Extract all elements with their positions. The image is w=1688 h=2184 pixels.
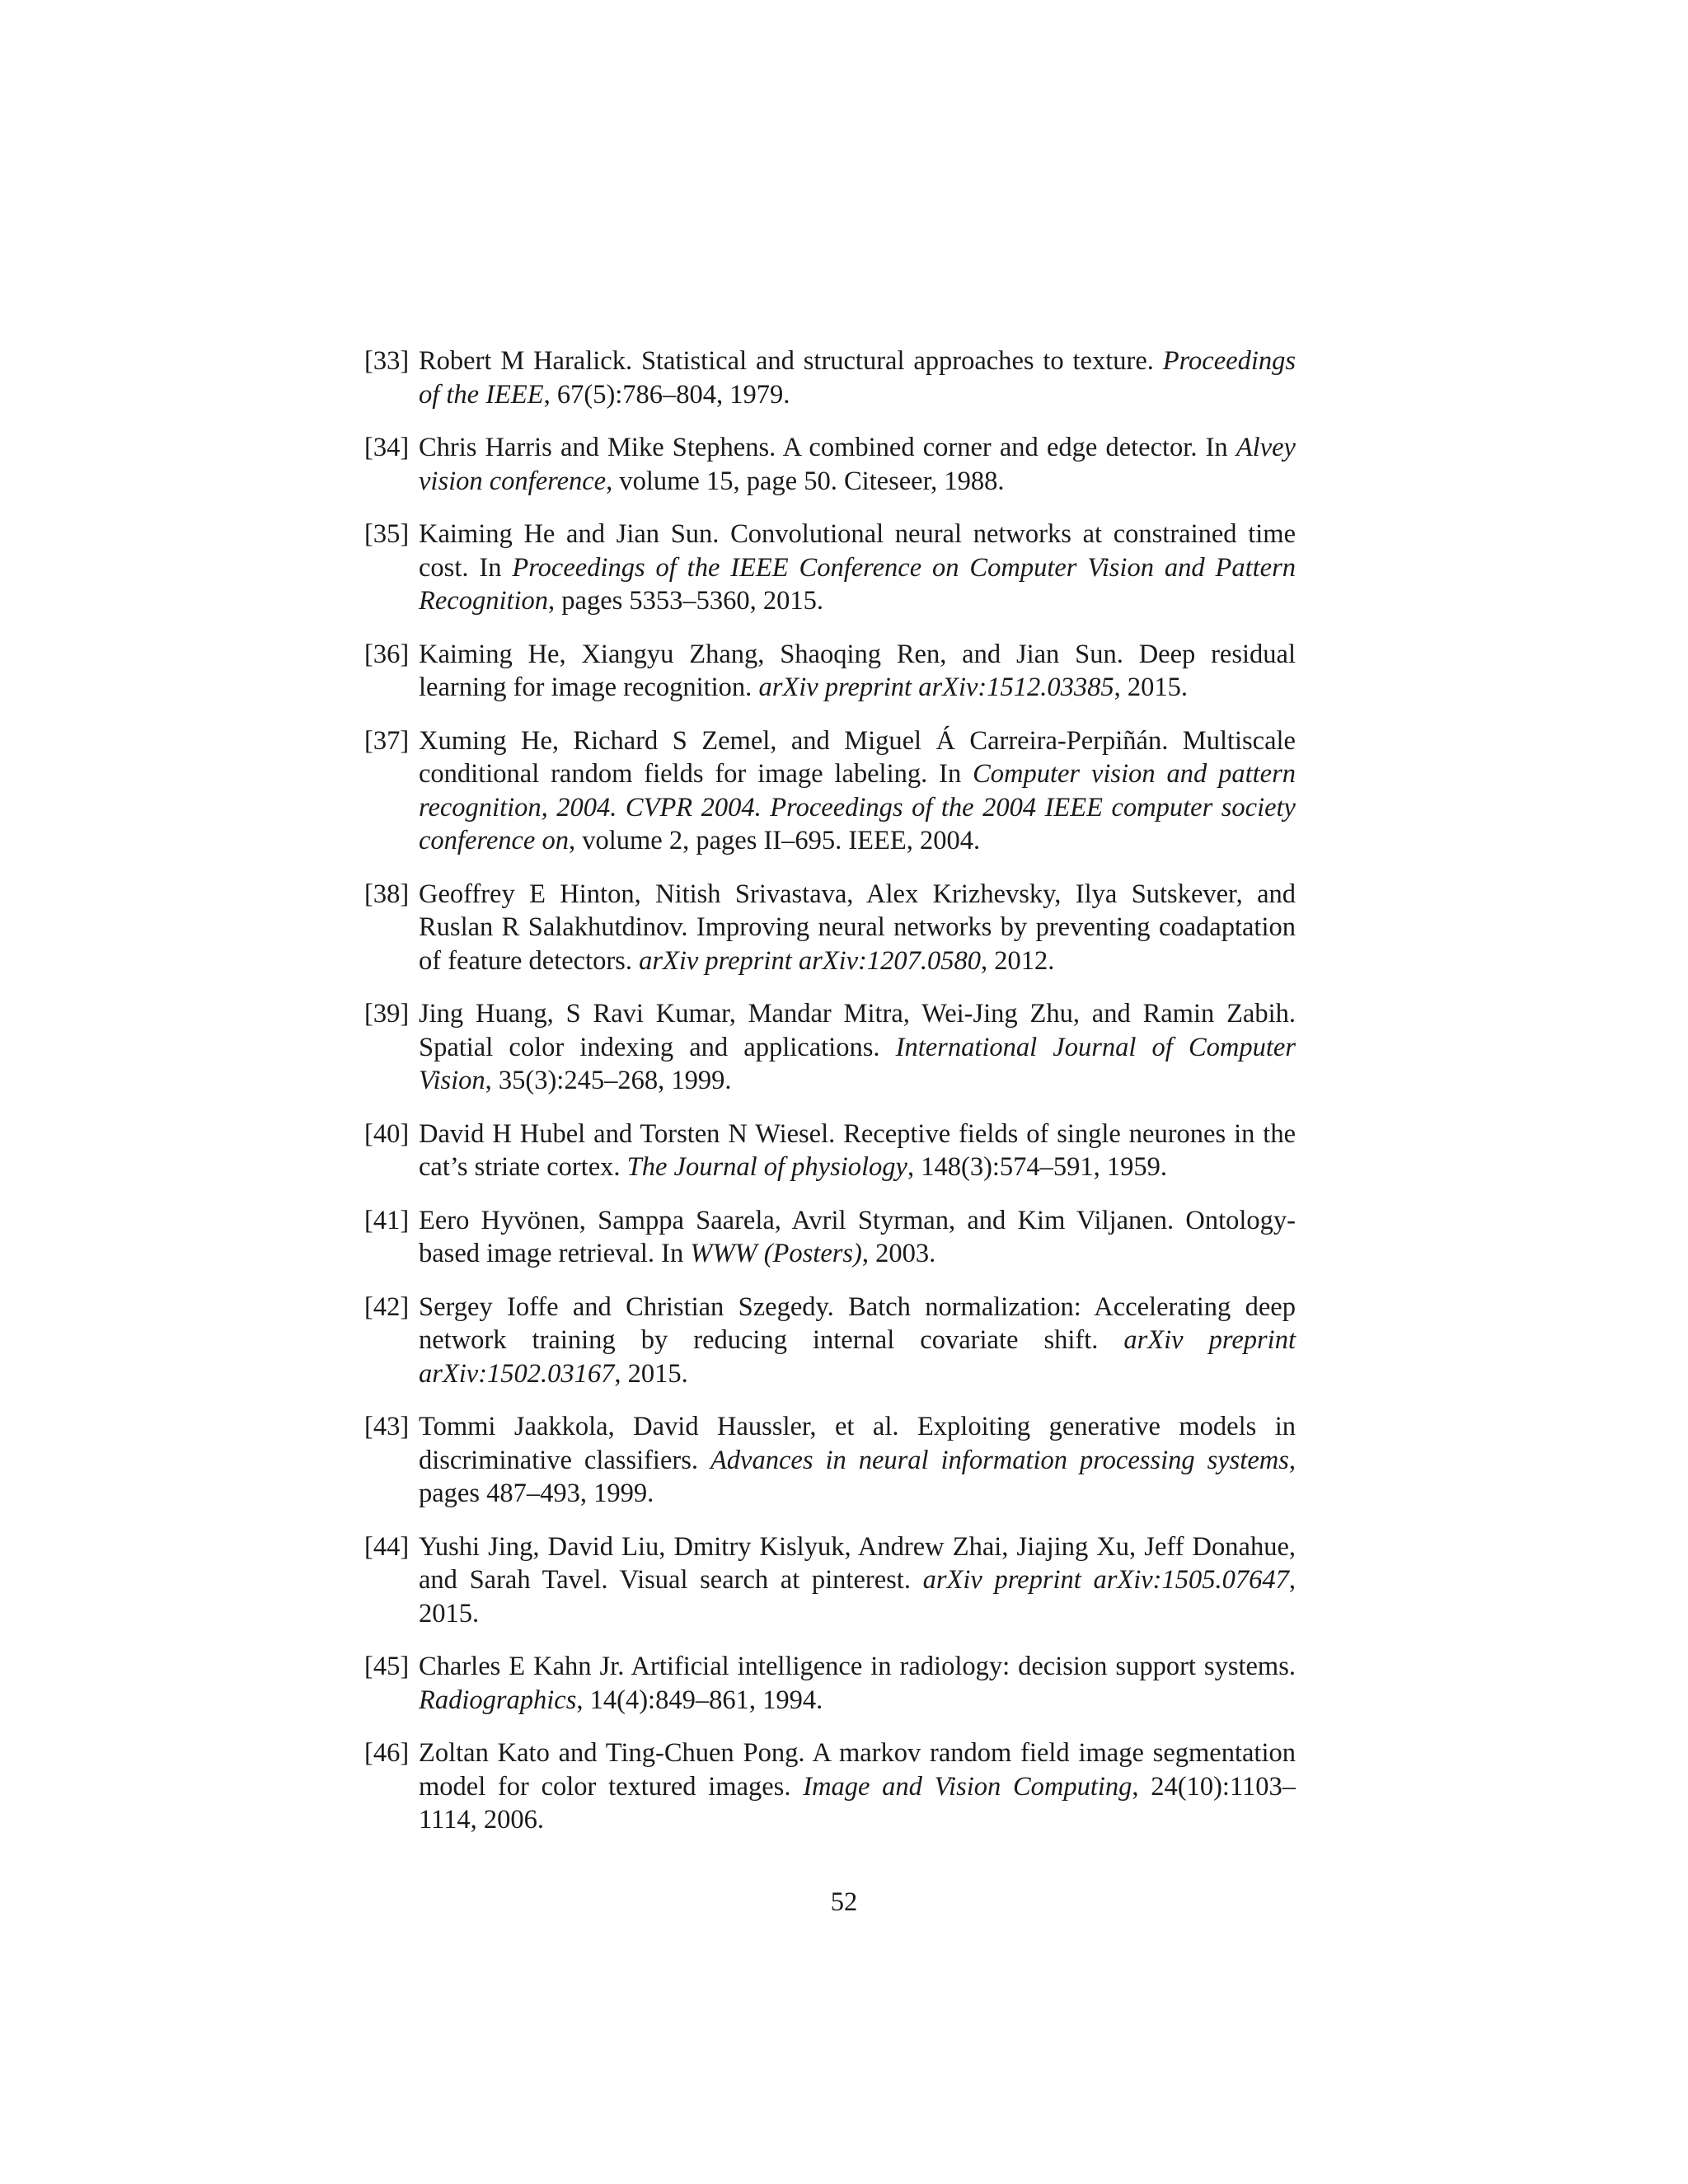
reference-details: , volume 2, pages II–695. IEEE, 2004.	[568, 826, 981, 855]
reference-number: [42]	[364, 1291, 410, 1322]
reference-venue: arXiv preprint arXiv:1512.03385	[758, 673, 1114, 702]
reference-venue: WWW (Posters)	[690, 1239, 862, 1268]
reference-number: [41]	[364, 1205, 410, 1235]
reference-number: [33]	[364, 346, 410, 376]
reference-venue: arXiv preprint arXiv:1502.03167	[419, 1325, 1296, 1389]
reference-venue: International Journal of Computer Vision	[419, 1032, 1296, 1095]
reference-entry-43	[364, 1410, 1296, 1511]
reference-text: Chris Harris and Mike Stephens. A combined corner and edge detector. In	[419, 433, 1236, 462]
reference-number: [44]	[364, 1531, 410, 1562]
reference-entry-34	[364, 431, 1296, 498]
reference-venue: arXiv preprint arXiv:1207.0580	[639, 945, 982, 976]
reference-venue: Image and Vision Computing	[803, 1771, 1132, 1802]
reference-entry-46	[364, 1736, 1296, 1837]
reference-text: Zoltan Kato and Ting-Chuen Pong. A markov random field image segmentation model for color textured images.	[419, 1738, 1296, 1802]
reference-details: , pages 5353–5360, 2015.	[548, 586, 824, 616]
reference-text: Eero Hyvönen, Samppa Saarela, Avril Styrman, and Kim Viljanen. Ontology-based image retrieval. In	[419, 1205, 1296, 1268]
reference-details: , 2012.	[981, 945, 1055, 976]
reference-entry-35	[364, 518, 1296, 618]
reference-text: Kaiming He, Xiangyu Zhang, Shaoqing Ren, and Jian Sun. Deep residual learning for image recognition.	[419, 639, 1296, 702]
reference-number: [39]	[364, 999, 410, 1029]
reference-number: [36]	[364, 639, 410, 669]
reference-details: , 67(5):786–804, 1979.	[543, 379, 790, 410]
reference-number: [34]	[364, 433, 410, 462]
reference-venue: Radiographics	[419, 1685, 577, 1715]
reference-entry-40	[364, 1118, 1296, 1184]
reference-number: [46]	[364, 1738, 410, 1768]
reference-text: Sergey Ioffe and Christian Szegedy. Batch normalization: Accelerating deep network training by reducing internal covariate shift.	[419, 1291, 1296, 1355]
reference-entry-42	[364, 1291, 1296, 1391]
reference-text: Yushi Jing, David Liu, Dmitry Kislyuk, Andrew Zhai, Jiajing Xu, Jeff Donahue, and Sarah Tavel. Visual search at pinterest.	[419, 1531, 1296, 1595]
reference-text: David H Hubel and Torsten N Wiesel. Receptive fields of single neurones in the cat’s striate cortex.	[419, 1118, 1296, 1182]
reference-details: , 2015.	[1114, 673, 1188, 702]
reference-details: , 2015.	[419, 1565, 1296, 1629]
reference-text: Tommi Jaakkola, David Haussler, et al. Exploiting generative models in discriminative classifiers.	[419, 1412, 1296, 1475]
reference-details: , 35(3):245–268, 1999.	[485, 1066, 732, 1095]
reference-entry-33	[364, 344, 1296, 411]
reference-text: Jing Huang, S Ravi Kumar, Mandar Mitra, Wei-Jing Zhu, and Ramin Zabih. Spatial color indexing and applications.	[419, 999, 1296, 1062]
reference-entry-39	[364, 997, 1296, 1098]
reference-details: , 24(10):1103–1114, 2006.	[419, 1771, 1296, 1835]
reference-number: [38]	[364, 879, 410, 909]
reference-venue: Proceedings of the IEEE Conference on Computer Vision and Pattern Recognition	[419, 552, 1296, 616]
reference-number: [45]	[364, 1652, 410, 1681]
reference-venue: Proceedings of the IEEE	[419, 346, 1296, 410]
reference-number: [37]	[364, 725, 410, 756]
reference-venue: The Journal of physiology	[626, 1152, 907, 1182]
reference-number: [40]	[364, 1118, 410, 1149]
reference-details: , 14(4):849–861, 1994.	[576, 1685, 823, 1715]
reference-text: Charles E Kahn Jr. Artificial intelligence in radiology: decision support systems.	[419, 1652, 1296, 1681]
reference-text: Robert M Haralick. Statistical and structural approaches to texture.	[419, 346, 1163, 376]
reference-entry-37	[364, 724, 1296, 858]
reference-details: , 148(3):574–591, 1959.	[907, 1152, 1168, 1182]
reference-entry-41	[364, 1204, 1296, 1271]
reference-text: Xuming He, Richard S Zemel, and Miguel Á Carreira-Perpiñán. Multiscale conditional random fields for image labeling. In	[419, 725, 1296, 789]
reference-entry-44	[364, 1530, 1296, 1631]
reference-text: Geoffrey E Hinton, Nitish Srivastava, Alex Krizhevsky, Ilya Sutskever, and Ruslan R Salakhutdinov. Improving neural networks by preventing coadaptation of feature detectors.	[419, 879, 1296, 976]
reference-details: , volume 15, page 50. Citeseer, 1988.	[606, 466, 1005, 496]
bibliography-list	[364, 344, 1296, 1857]
reference-venue: Alvey vision conference	[419, 433, 1296, 496]
reference-venue: arXiv preprint arXiv:1505.07647	[922, 1565, 1289, 1595]
reference-details: , 2015.	[614, 1358, 688, 1389]
page-number: 52	[830, 1887, 858, 1917]
reference-details: , pages 487–493, 1999.	[419, 1445, 1296, 1508]
reference-details: , 2003.	[861, 1239, 936, 1268]
reference-entry-36	[364, 638, 1296, 705]
reference-venue: Computer vision and pattern recognition, 2004. CVPR 2004. Proceedings of the 2004 IEEE computer society conference on	[419, 759, 1296, 855]
reference-number: [43]	[364, 1412, 410, 1441]
reference-entry-38	[364, 878, 1296, 978]
reference-number: [35]	[364, 519, 410, 549]
reference-venue: Advances in neural information processing systems	[710, 1445, 1289, 1475]
reference-entry-45	[364, 1650, 1296, 1717]
reference-text: Kaiming He and Jian Sun. Convolutional neural networks at constrained time cost. In	[419, 519, 1296, 583]
